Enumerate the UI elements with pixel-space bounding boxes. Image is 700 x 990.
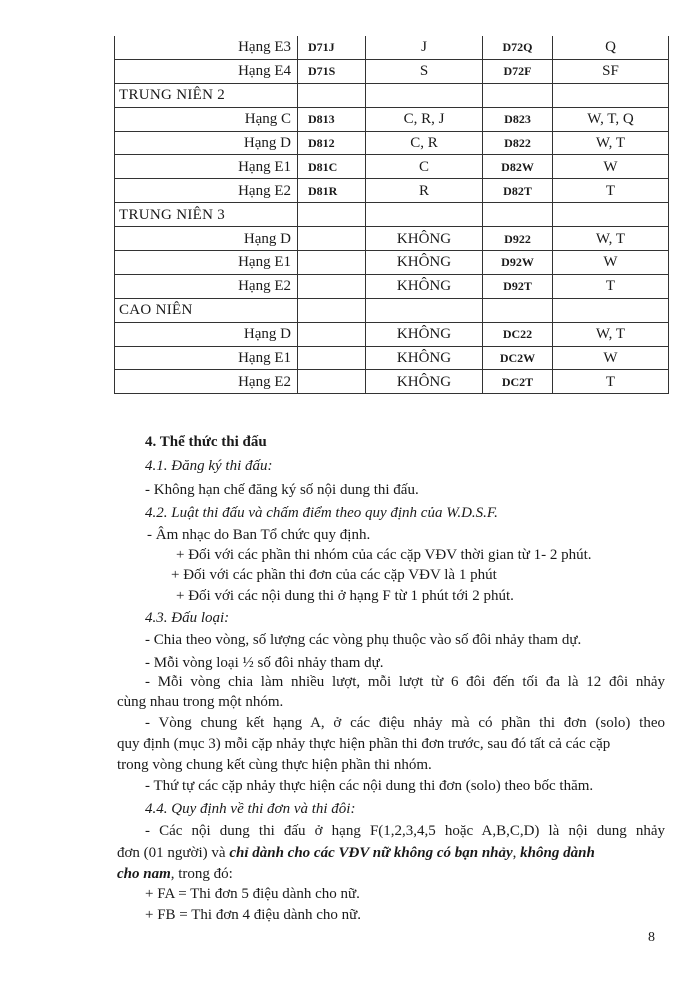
- table-row: [115, 179, 669, 203]
- paragraph-mixed: [117, 843, 665, 863]
- code-cell: D812: [298, 131, 366, 155]
- code-cell: DC2W: [483, 346, 553, 370]
- code-cell: D82W: [483, 155, 553, 179]
- code-cell: [298, 251, 366, 275]
- dance-cell: R: [366, 179, 483, 203]
- paragraph: - Âm nhạc do Ban Tổ chức quy định.: [147, 527, 371, 543]
- code-cell: D92W: [483, 251, 553, 275]
- table-row: [115, 274, 669, 298]
- empty-cell: [366, 83, 483, 107]
- table-row: [115, 251, 669, 275]
- table-level-row: [115, 298, 669, 322]
- subsection-4-3-title: 4.3. Đấu loại:: [145, 610, 230, 626]
- paragraph: + Đối với các nội dung thi ở hạng F từ 1 phút tới 2 phút.: [176, 588, 514, 604]
- code-cell: D71S: [298, 59, 366, 83]
- emphasis-text: cho nam: [117, 866, 171, 882]
- dance-cell: C, R: [366, 131, 483, 155]
- empty-cell: [553, 298, 669, 322]
- dance-cell: KHÔNG: [366, 251, 483, 275]
- paragraph: - Vòng chung kết hạng A, ở các điệu nhảy mà có phần thi đơn (solo) theo: [145, 715, 665, 731]
- paragraph: - Mỗi vòng chia làm nhiều lượt, mỗi lượt từ 6 đôi đến tối đa là 12 đôi nhảy: [145, 674, 665, 690]
- code-cell: D81R: [298, 179, 366, 203]
- subsection-4-1-title: 4.1. Đăng ký thi đấu:: [145, 458, 273, 474]
- paragraph: + FA = Thi đơn 5 điệu dành cho nữ.: [145, 886, 360, 902]
- text-span: , trong đó:: [170, 866, 233, 882]
- age-group-cell: TRUNG NIÊN 2: [115, 83, 298, 107]
- table-level-row: [115, 83, 669, 107]
- table-row: [115, 107, 669, 131]
- dance-cell: KHÔNG: [366, 370, 483, 394]
- page-number: 8: [648, 930, 655, 945]
- dance-cell: S: [366, 59, 483, 83]
- code-cell: [298, 274, 366, 298]
- dance-cell: W: [553, 155, 669, 179]
- code-cell: DC22: [483, 322, 553, 346]
- dance-cell: J: [366, 36, 483, 59]
- dance-cell: W: [553, 346, 669, 370]
- dance-cell: KHÔNG: [366, 322, 483, 346]
- table-level-row: [115, 203, 669, 227]
- class-cell: Hạng C: [115, 107, 298, 131]
- empty-cell: [483, 298, 553, 322]
- code-cell: D71J: [298, 36, 366, 59]
- paragraph: - Mỗi vòng loại ½ số đôi nhảy tham dự.: [145, 655, 384, 671]
- empty-cell: [298, 298, 366, 322]
- table-row: [115, 131, 669, 155]
- subsection-4-4-title: 4.4. Quy định về thi đơn và thi đôi:: [145, 801, 356, 817]
- code-cell: D922: [483, 227, 553, 251]
- code-cell: [298, 346, 366, 370]
- emphasis-text: chỉ dành cho các VĐV nữ không có bạn nhảy: [229, 845, 513, 861]
- paragraph: quy định (mục 3) mỗi cặp nhảy thực hiện phần thi đơn trước, sau đó tất cả các cặp: [117, 736, 611, 752]
- subsection-4-2-title: 4.2. Luật thi đấu và chấm điểm theo quy định của W.D.S.F.: [145, 505, 498, 521]
- table-row: [115, 36, 669, 59]
- dance-cell: W: [553, 251, 669, 275]
- table-row: [115, 227, 669, 251]
- class-cell: Hạng E2: [115, 179, 298, 203]
- table-row: [115, 346, 669, 370]
- dance-cell: KHÔNG: [366, 346, 483, 370]
- class-cell: Hạng E1: [115, 251, 298, 275]
- paragraph: trong vòng chung kết cùng thực hiện phần thi nhóm.: [117, 757, 432, 773]
- class-cell: Hạng D: [115, 131, 298, 155]
- code-cell: [298, 227, 366, 251]
- age-group-cell: CAO NIÊN: [115, 298, 298, 322]
- class-cell: Hạng D: [115, 322, 298, 346]
- dance-cell: W, T: [553, 131, 669, 155]
- class-cell: Hạng D: [115, 227, 298, 251]
- empty-cell: [298, 203, 366, 227]
- class-cell: Hạng E2: [115, 274, 298, 298]
- empty-cell: [298, 83, 366, 107]
- paragraph: + FB = Thi đơn 4 điệu dành cho nữ.: [145, 907, 362, 923]
- code-cell: D72Q: [483, 36, 553, 59]
- text-span: ,: [512, 845, 521, 861]
- code-cell: D813: [298, 107, 366, 131]
- dance-cell: T: [553, 370, 669, 394]
- dance-cell: KHÔNG: [366, 227, 483, 251]
- code-cell: D82T: [483, 179, 553, 203]
- table-row: [115, 59, 669, 83]
- dance-cell: Q: [553, 36, 669, 59]
- text-span: đơn (01 người) và: [117, 845, 230, 861]
- empty-cell: [366, 298, 483, 322]
- class-cell: Hạng E4: [115, 59, 298, 83]
- code-cell: [298, 370, 366, 394]
- dance-cell: T: [553, 274, 669, 298]
- table-row: [115, 155, 669, 179]
- code-cell: DC2T: [483, 370, 553, 394]
- age-group-cell: TRUNG NIÊN 3: [115, 203, 298, 227]
- code-cell: D823: [483, 107, 553, 131]
- empty-cell: [366, 203, 483, 227]
- dance-cell: SF: [553, 59, 669, 83]
- class-cell: Hạng E2: [115, 370, 298, 394]
- paragraph: cùng nhau trong một nhóm.: [117, 694, 284, 710]
- dance-cell: KHÔNG: [366, 274, 483, 298]
- event-table: [114, 36, 669, 394]
- paragraph: + Đối với các phần thi nhóm của các cặp VĐV thời gian từ 1- 2 phút.: [176, 547, 592, 563]
- paragraph-mixed: [117, 864, 233, 884]
- paragraph: - Không hạn chế đăng ký số nội dung thi đấu.: [145, 482, 419, 498]
- paragraph: - Thứ tự các cặp nhảy thực hiện các nội dung thi đơn (solo) theo bốc thăm.: [145, 778, 594, 794]
- paragraph: + Đối với các phần thi đơn của các cặp VĐV là 1 phút: [171, 567, 497, 583]
- class-cell: Hạng E3: [115, 36, 298, 59]
- emphasis-text: không dành: [520, 845, 595, 861]
- class-cell: Hạng E1: [115, 346, 298, 370]
- empty-cell: [483, 203, 553, 227]
- event-table-body: [115, 36, 669, 394]
- dance-cell: T: [553, 179, 669, 203]
- section-heading: 4. Thể thức thi đấu: [145, 434, 267, 450]
- table-row: [115, 322, 669, 346]
- code-cell: D822: [483, 131, 553, 155]
- dance-cell: W, T: [553, 322, 669, 346]
- dance-cell: W, T, Q: [553, 107, 669, 131]
- empty-cell: [553, 203, 669, 227]
- code-cell: D72F: [483, 59, 553, 83]
- paragraph: - Chia theo vòng, số lượng các vòng phụ thuộc vào số đôi nhảy tham dự.: [145, 632, 582, 648]
- dance-cell: W, T: [553, 227, 669, 251]
- empty-cell: [553, 83, 669, 107]
- code-cell: D92T: [483, 274, 553, 298]
- code-cell: [298, 322, 366, 346]
- table-row: [115, 370, 669, 394]
- empty-cell: [483, 83, 553, 107]
- code-cell: D81C: [298, 155, 366, 179]
- dance-cell: C: [366, 155, 483, 179]
- class-cell: Hạng E1: [115, 155, 298, 179]
- paragraph: - Các nội dung thi đấu ở hạng F(1,2,3,4,5 hoặc A,B,C,D) là nội dung nhảy: [145, 823, 665, 839]
- dance-cell: C, R, J: [366, 107, 483, 131]
